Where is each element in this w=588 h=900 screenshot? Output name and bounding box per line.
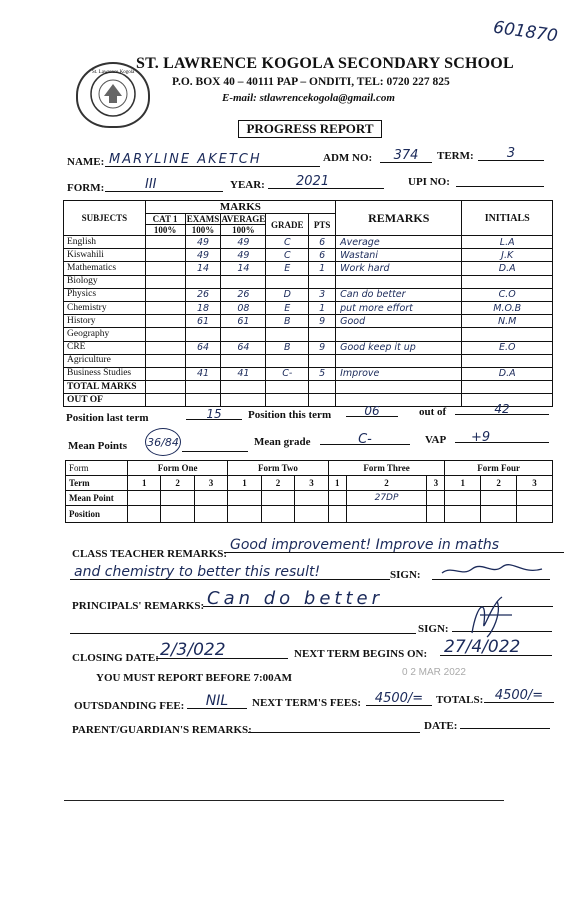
grade-cell bbox=[266, 328, 309, 341]
initials-cell: E.O bbox=[462, 341, 553, 354]
average-cell: 14 bbox=[221, 262, 266, 275]
exam-cell bbox=[185, 381, 221, 394]
grade-cell: C bbox=[266, 249, 309, 262]
closing-date-field bbox=[156, 640, 288, 659]
upi-label: UPI NO: bbox=[408, 176, 450, 188]
closing-date-value: 2/3/022 bbox=[160, 640, 226, 660]
mean-point-cell bbox=[228, 491, 262, 506]
class-teacher-label: CLASS TEACHER REMARKS: bbox=[72, 548, 228, 560]
form-label: FORM: bbox=[67, 182, 105, 194]
out-of-value: 42 bbox=[494, 402, 510, 416]
mean-point-cell bbox=[128, 491, 161, 506]
date-stamp: 0 2 MAR 2022 bbox=[402, 667, 466, 678]
mean-point-cell: 27DP bbox=[346, 491, 427, 506]
name-field bbox=[105, 150, 320, 167]
cat-cell bbox=[145, 275, 185, 288]
table-row bbox=[64, 381, 553, 394]
class-teacher-text1: Good improvement! Improve in maths bbox=[230, 537, 500, 553]
mean-points-circle bbox=[145, 428, 181, 456]
exams-header: EXAMS bbox=[186, 214, 220, 224]
mean-point-cell bbox=[445, 491, 481, 506]
average-cell bbox=[221, 328, 266, 341]
forms-position-table bbox=[65, 460, 553, 523]
remark-cell bbox=[336, 381, 462, 394]
mean-grade-field bbox=[320, 430, 410, 445]
term-number-cell: 1 bbox=[128, 476, 161, 491]
exams-pct: 100% bbox=[185, 225, 221, 236]
cat-cell bbox=[145, 288, 185, 301]
marks-header: MARKS bbox=[145, 201, 335, 214]
subject-cell: Business Studies bbox=[64, 367, 146, 380]
report-notice: YOU MUST REPORT BEFORE 7:00AM bbox=[96, 672, 292, 684]
cat-header: CAT 1 bbox=[145, 214, 185, 225]
subject-cell: Geography bbox=[64, 328, 146, 341]
remark-cell: Can do better bbox=[336, 288, 462, 301]
position-this-value: 06 bbox=[364, 404, 380, 418]
average-cell: 49 bbox=[221, 249, 266, 262]
table-row bbox=[64, 315, 553, 328]
position-cell bbox=[228, 506, 262, 523]
principal-signature bbox=[452, 617, 552, 632]
remark-cell: Wastani bbox=[336, 249, 462, 262]
grade-cell bbox=[266, 381, 309, 394]
position-cell bbox=[346, 506, 427, 523]
term-number-cell: 3 bbox=[427, 476, 445, 491]
average-cell: 41 bbox=[221, 367, 266, 380]
name-value: MARYLINE AKETCH bbox=[109, 152, 262, 167]
remark-cell: put more effort bbox=[336, 301, 462, 314]
pts-cell: 1 bbox=[309, 262, 336, 275]
next-term-value: 27/4/022 bbox=[444, 637, 521, 657]
report-title: PROGRESS REPORT bbox=[238, 120, 382, 138]
form-value: III bbox=[145, 177, 157, 192]
average-cell: 61 bbox=[221, 315, 266, 328]
position-cell bbox=[481, 506, 517, 523]
class-teacher-text2: and chemistry to better this result! bbox=[74, 564, 321, 580]
exam-cell: 14 bbox=[185, 262, 221, 275]
mean-points-line bbox=[182, 437, 248, 452]
cat-cell bbox=[145, 301, 185, 314]
exam-cell bbox=[185, 354, 221, 367]
term-label: TERM: bbox=[437, 150, 474, 162]
form-one-header: Form One bbox=[128, 461, 228, 476]
subject-cell: Chemistry bbox=[64, 301, 146, 314]
position-cell bbox=[194, 506, 227, 523]
pts-cell: 9 bbox=[309, 341, 336, 354]
term-field bbox=[478, 144, 544, 161]
average-cell: 08 bbox=[221, 301, 266, 314]
exam-cell bbox=[185, 275, 221, 288]
grade-cell: B bbox=[266, 315, 309, 328]
table-row bbox=[64, 301, 553, 314]
form-three-header: Form Three bbox=[328, 461, 445, 476]
logo-text: St. Lawrence Kogola bbox=[92, 70, 135, 75]
school-email: E-mail: stlawrencekogola@gmail.com bbox=[222, 92, 395, 104]
cat-cell bbox=[145, 367, 185, 380]
initials-cell: C.O bbox=[462, 288, 553, 301]
grade-cell: C- bbox=[266, 367, 309, 380]
subject-cell: CRE bbox=[64, 341, 146, 354]
position-last-field bbox=[186, 405, 242, 420]
average-pct: 100% bbox=[221, 225, 266, 236]
subject-cell: Agriculture bbox=[64, 354, 146, 367]
average-cell bbox=[221, 354, 266, 367]
pts-cell: 6 bbox=[309, 236, 336, 249]
initials-cell bbox=[462, 354, 553, 367]
term-value: 3 bbox=[506, 146, 516, 161]
position-cell bbox=[128, 506, 161, 523]
outstanding-fee-label: OUTSDANDING FEE: bbox=[74, 700, 185, 712]
cat-cell bbox=[145, 249, 185, 262]
outstanding-fee-value: NIL bbox=[205, 693, 229, 709]
initials-cell: J.K bbox=[462, 249, 553, 262]
pts-cell: 9 bbox=[309, 315, 336, 328]
subject-cell: History bbox=[64, 315, 146, 328]
forms-mean-label: Mean Point bbox=[66, 491, 128, 506]
cat-cell bbox=[145, 341, 185, 354]
out-of-field bbox=[455, 400, 549, 415]
average-cell: 49 bbox=[221, 236, 266, 249]
position-this-label: Position this term bbox=[248, 409, 332, 421]
remark-cell: Good keep it up bbox=[336, 341, 462, 354]
pts-cell: 5 bbox=[309, 367, 336, 380]
remark-cell: Improve bbox=[336, 367, 462, 380]
subject-cell: OUT OF bbox=[64, 394, 146, 407]
subjects-header: SUBJECTS bbox=[64, 201, 146, 236]
term-number-cell: 2 bbox=[261, 476, 295, 491]
exam-cell: 26 bbox=[185, 288, 221, 301]
table-row bbox=[64, 288, 553, 301]
grade-cell: C bbox=[266, 236, 309, 249]
exam-cell: 49 bbox=[185, 249, 221, 262]
table-row bbox=[64, 354, 553, 367]
exam-cell: 41 bbox=[185, 367, 221, 380]
pts-cell bbox=[309, 328, 336, 341]
pts-cell bbox=[309, 394, 336, 407]
mean-points-label: Mean Points bbox=[68, 440, 127, 452]
form-four-header: Form Four bbox=[445, 461, 553, 476]
cat-cell bbox=[145, 328, 185, 341]
adm-field bbox=[380, 146, 432, 163]
term-number-cell: 1 bbox=[445, 476, 481, 491]
next-fees-field bbox=[366, 689, 432, 706]
out-of-label: out of bbox=[419, 406, 447, 418]
average-cell bbox=[221, 275, 266, 288]
table-row bbox=[64, 341, 553, 354]
exam-cell bbox=[185, 328, 221, 341]
cat-cell bbox=[145, 315, 185, 328]
term-number-cell: 1 bbox=[328, 476, 346, 491]
mean-point-cell bbox=[194, 491, 227, 506]
position-cell bbox=[261, 506, 295, 523]
subject-cell: TOTAL MARKS bbox=[64, 381, 146, 394]
pts-cell: 1 bbox=[309, 301, 336, 314]
position-last-value: 15 bbox=[206, 407, 222, 421]
position-cell bbox=[445, 506, 481, 523]
term-number-cell: 3 bbox=[517, 476, 553, 491]
table-row bbox=[64, 236, 553, 249]
table-row bbox=[64, 249, 553, 262]
class-teacher-line2 bbox=[70, 563, 390, 580]
mean-point-cell bbox=[481, 491, 517, 506]
pts-cell bbox=[309, 275, 336, 288]
table-row bbox=[64, 275, 553, 288]
remark-cell: Good bbox=[336, 315, 462, 328]
vap-label: VAP bbox=[425, 434, 447, 446]
exam-cell: 64 bbox=[185, 341, 221, 354]
principal-text: Can do better bbox=[207, 588, 383, 609]
remark-cell: Work hard bbox=[336, 262, 462, 275]
marks-table bbox=[63, 200, 553, 407]
exam-cell: 18 bbox=[185, 301, 221, 314]
parent-date-label: DATE: bbox=[424, 720, 458, 732]
term-number-cell: 1 bbox=[228, 476, 262, 491]
mean-point-cell bbox=[261, 491, 295, 506]
grade-cell bbox=[266, 354, 309, 367]
subject-cell: Mathematics bbox=[64, 262, 146, 275]
cat-cell bbox=[145, 236, 185, 249]
cat-cell bbox=[145, 394, 185, 407]
remark-cell bbox=[336, 275, 462, 288]
position-cell bbox=[161, 506, 194, 523]
mean-point-cell bbox=[328, 491, 346, 506]
remark-cell bbox=[336, 354, 462, 367]
parent-date-field bbox=[460, 714, 550, 729]
position-cell bbox=[427, 506, 445, 523]
cat-pct: 100% bbox=[145, 225, 185, 236]
totals-label: TOTALS: bbox=[436, 694, 484, 706]
bottom-divider bbox=[64, 800, 504, 801]
vap-field bbox=[455, 428, 549, 443]
pts-cell bbox=[309, 354, 336, 367]
class-teacher-signature bbox=[432, 563, 550, 580]
forms-position-label: Position bbox=[66, 506, 128, 523]
class-teacher-line1 bbox=[224, 536, 564, 553]
initials-cell: L.A bbox=[462, 236, 553, 249]
parent-remarks-label: PARENT/GUARDIAN'S REMARKS: bbox=[72, 724, 252, 736]
adm-label: ADM NO: bbox=[323, 152, 373, 164]
closing-date-label: CLOSING DATE: bbox=[72, 652, 159, 664]
totals-field bbox=[484, 686, 554, 703]
mean-grade-value: C- bbox=[358, 432, 372, 447]
average-header: AVERAGE bbox=[221, 214, 266, 224]
term-number-cell: 3 bbox=[295, 476, 329, 491]
position-cell bbox=[328, 506, 346, 523]
next-fees-value: 4500/= bbox=[374, 691, 424, 706]
subject-cell: English bbox=[64, 236, 146, 249]
subject-cell: Kiswahili bbox=[64, 249, 146, 262]
position-cell bbox=[517, 506, 553, 523]
grade-header: GRADE bbox=[266, 214, 309, 236]
pts-cell bbox=[309, 381, 336, 394]
term-number-cell: 3 bbox=[194, 476, 227, 491]
grade-cell bbox=[266, 275, 309, 288]
name-label: NAME: bbox=[67, 156, 105, 168]
initials-cell: D.A bbox=[462, 367, 553, 380]
parent-remarks-field bbox=[248, 718, 420, 733]
position-cell bbox=[295, 506, 329, 523]
mean-point-cell bbox=[295, 491, 329, 506]
grade-cell: B bbox=[266, 341, 309, 354]
year-value: 2021 bbox=[296, 174, 330, 189]
initials-cell bbox=[462, 275, 553, 288]
pts-cell: 3 bbox=[309, 288, 336, 301]
forms-form-label: Form bbox=[66, 461, 128, 476]
average-cell: 26 bbox=[221, 288, 266, 301]
next-term-field bbox=[440, 637, 552, 656]
mean-points-value: 36/84 bbox=[147, 436, 179, 449]
mean-point-cell bbox=[517, 491, 553, 506]
mean-point-cell bbox=[427, 491, 445, 506]
remark-cell: Average bbox=[336, 236, 462, 249]
initials-cell bbox=[462, 328, 553, 341]
exam-cell: 49 bbox=[185, 236, 221, 249]
school-name: ST. LAWRENCE KOGOLA SECONDARY SCHOOL bbox=[136, 55, 514, 72]
initials-cell bbox=[462, 381, 553, 394]
grade-cell bbox=[266, 394, 309, 407]
year-field bbox=[268, 172, 384, 189]
average-cell: 64 bbox=[221, 341, 266, 354]
mean-point-cell bbox=[161, 491, 194, 506]
average-cell bbox=[221, 381, 266, 394]
position-last-label: Position last term bbox=[66, 412, 149, 424]
subject-cell: Physics bbox=[64, 288, 146, 301]
cat-cell bbox=[145, 354, 185, 367]
initials-header: INITIALS bbox=[462, 201, 553, 236]
exam-cell: 61 bbox=[185, 315, 221, 328]
principal-sign-label: SIGN: bbox=[418, 623, 449, 635]
form-field bbox=[105, 175, 223, 192]
pts-header: PTS bbox=[309, 214, 336, 236]
position-this-field bbox=[346, 402, 398, 417]
principal-label: PRINCIPALS' REMARKS: bbox=[72, 600, 205, 612]
vap-value: +9 bbox=[471, 430, 491, 445]
initials-cell: M.O.B bbox=[462, 301, 553, 314]
form-two-header: Form Two bbox=[228, 461, 329, 476]
term-number-cell: 2 bbox=[481, 476, 517, 491]
class-teacher-sign-label: SIGN: bbox=[390, 569, 421, 581]
pts-cell: 6 bbox=[309, 249, 336, 262]
year-label: YEAR: bbox=[230, 179, 265, 191]
table-row bbox=[64, 367, 553, 380]
term-number-cell: 2 bbox=[161, 476, 194, 491]
forms-term-label: Term bbox=[66, 476, 128, 491]
table-row bbox=[64, 328, 553, 341]
adm-value: 374 bbox=[393, 148, 419, 163]
totals-value: 4500/= bbox=[494, 688, 544, 703]
cat-cell bbox=[145, 381, 185, 394]
mean-grade-label: Mean grade bbox=[254, 436, 311, 448]
initials-cell: N.M bbox=[462, 315, 553, 328]
next-fees-label: NEXT TERM'S FEES: bbox=[252, 697, 362, 709]
remark-cell bbox=[336, 328, 462, 341]
grade-cell: E bbox=[266, 301, 309, 314]
term-number-cell: 2 bbox=[346, 476, 427, 491]
cat-cell bbox=[145, 262, 185, 275]
grade-cell: E bbox=[266, 262, 309, 275]
outstanding-fee-field bbox=[187, 692, 247, 709]
principal-line2 bbox=[70, 619, 416, 634]
document-number: 601870 bbox=[491, 17, 559, 47]
grade-cell: D bbox=[266, 288, 309, 301]
next-term-label: NEXT TERM BEGINS ON: bbox=[294, 648, 428, 660]
school-address: P.O. BOX 40 – 40111 PAP – ONDITI, TEL: 0720 227 825 bbox=[172, 76, 450, 88]
table-row bbox=[64, 262, 553, 275]
initials-cell: D.A bbox=[462, 262, 553, 275]
remarks-header: REMARKS bbox=[336, 201, 462, 236]
subject-cell: Biology bbox=[64, 275, 146, 288]
upi-field bbox=[456, 170, 544, 187]
